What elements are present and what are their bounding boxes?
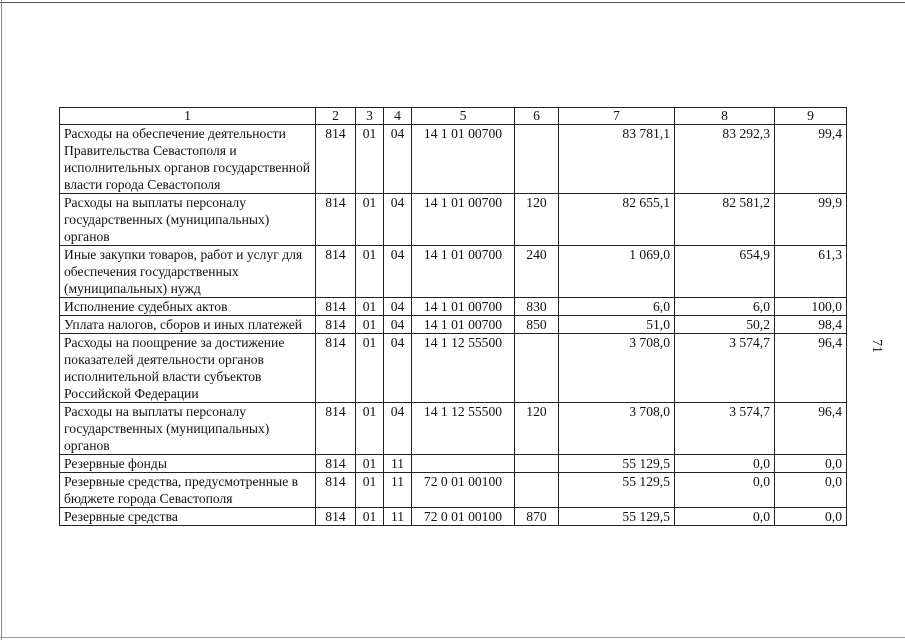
target-article-code: 72 0 01 00100 <box>412 473 515 508</box>
expense-type-code: 120 <box>515 194 559 246</box>
execution-percent: 61,3 <box>775 246 847 298</box>
section-code: 01 <box>356 316 384 334</box>
execution-percent: 99,9 <box>775 194 847 246</box>
ministry-code: 814 <box>316 194 356 246</box>
page-edge-left <box>1 0 2 640</box>
expense-name: Резервные средства, предусмотренные в бюджете города Севастополя <box>60 473 316 508</box>
planned-amount: 6,0 <box>559 298 675 316</box>
expense-name: Расходы на обеспечение деятельности Правительства Севастополя и исполнительных органов государственной власти города Севастополя <box>60 125 316 194</box>
expense-type-code: 240 <box>515 246 559 298</box>
execution-percent: 0,0 <box>775 473 847 508</box>
actual-amount: 0,0 <box>675 473 775 508</box>
actual-amount: 83 292,3 <box>675 125 775 194</box>
table-row <box>60 194 847 246</box>
page-number: 71 <box>869 339 884 353</box>
expense-name: Иные закупки товаров, работ и услуг для обеспечения государственных (муниципальных) нужд <box>60 246 316 298</box>
expense-name: Расходы на поощрение за достижение показателей деятельности органов исполнительной власти субъектов Российской Федерации <box>60 334 316 403</box>
expense-name: Расходы на выплаты персоналу государственных (муниципальных) органов <box>60 403 316 455</box>
section-code: 01 <box>356 403 384 455</box>
section-code: 01 <box>356 334 384 403</box>
section-code: 01 <box>356 246 384 298</box>
planned-amount: 55 129,5 <box>559 455 675 473</box>
column-header: 7 <box>559 108 675 125</box>
ministry-code: 814 <box>316 473 356 508</box>
expense-type-code: 120 <box>515 403 559 455</box>
header-row <box>60 108 847 125</box>
actual-amount: 0,0 <box>675 455 775 473</box>
ministry-code: 814 <box>316 508 356 526</box>
subsection-code: 11 <box>384 508 412 526</box>
table-row <box>60 125 847 194</box>
table-row <box>60 298 847 316</box>
actual-amount: 82 581,2 <box>675 194 775 246</box>
actual-amount: 654,9 <box>675 246 775 298</box>
table-row <box>60 246 847 298</box>
target-article-code: 14 1 01 00700 <box>412 194 515 246</box>
target-article-code: 14 1 01 00700 <box>412 125 515 194</box>
table-row <box>60 455 847 473</box>
execution-percent: 0,0 <box>775 455 847 473</box>
execution-percent: 96,4 <box>775 334 847 403</box>
ministry-code: 814 <box>316 246 356 298</box>
expense-type-code <box>515 125 559 194</box>
page-edge-bottom <box>0 637 905 638</box>
table-row <box>60 403 847 455</box>
section-code: 01 <box>356 508 384 526</box>
expense-type-code <box>515 334 559 403</box>
planned-amount: 3 708,0 <box>559 334 675 403</box>
column-header: 5 <box>412 108 515 125</box>
execution-percent: 100,0 <box>775 298 847 316</box>
planned-amount: 82 655,1 <box>559 194 675 246</box>
planned-amount: 51,0 <box>559 316 675 334</box>
target-article-code: 14 1 12 55500 <box>412 334 515 403</box>
ministry-code: 814 <box>316 316 356 334</box>
expense-name: Резервные фонды <box>60 455 316 473</box>
subsection-code: 04 <box>384 316 412 334</box>
planned-amount: 1 069,0 <box>559 246 675 298</box>
execution-percent: 96,4 <box>775 403 847 455</box>
subsection-code: 04 <box>384 194 412 246</box>
subsection-code: 04 <box>384 298 412 316</box>
actual-amount: 6,0 <box>675 298 775 316</box>
ministry-code: 814 <box>316 298 356 316</box>
target-article-code: 14 1 01 00700 <box>412 298 515 316</box>
section-code: 01 <box>356 473 384 508</box>
column-header: 4 <box>384 108 412 125</box>
ministry-code: 814 <box>316 403 356 455</box>
expense-name: Расходы на выплаты персоналу государственных (муниципальных) органов <box>60 194 316 246</box>
subsection-code: 04 <box>384 334 412 403</box>
ministry-code: 814 <box>316 455 356 473</box>
actual-amount: 3 574,7 <box>675 334 775 403</box>
target-article-code <box>412 455 515 473</box>
subsection-code: 11 <box>384 455 412 473</box>
table-row <box>60 334 847 403</box>
section-code: 01 <box>356 298 384 316</box>
expense-type-code <box>515 473 559 508</box>
planned-amount: 55 129,5 <box>559 473 675 508</box>
table-row <box>60 473 847 508</box>
column-header: 2 <box>316 108 356 125</box>
column-header: 6 <box>515 108 559 125</box>
target-article-code: 14 1 01 00700 <box>412 246 515 298</box>
column-header: 9 <box>775 108 847 125</box>
actual-amount: 50,2 <box>675 316 775 334</box>
table-row <box>60 316 847 334</box>
execution-percent: 99,4 <box>775 125 847 194</box>
page-edge-top <box>0 2 905 3</box>
budget-table <box>59 107 847 526</box>
expense-name: Уплата налогов, сборов и иных платежей <box>60 316 316 334</box>
table-row <box>60 508 847 526</box>
column-header: 1 <box>60 108 316 125</box>
section-code: 01 <box>356 455 384 473</box>
expense-type-code: 850 <box>515 316 559 334</box>
target-article-code: 14 1 12 55500 <box>412 403 515 455</box>
ministry-code: 814 <box>316 334 356 403</box>
section-code: 01 <box>356 125 384 194</box>
ministry-code: 814 <box>316 125 356 194</box>
subsection-code: 04 <box>384 403 412 455</box>
column-header: 8 <box>675 108 775 125</box>
subsection-code: 04 <box>384 246 412 298</box>
section-code: 01 <box>356 194 384 246</box>
expense-type-code: 830 <box>515 298 559 316</box>
execution-percent: 98,4 <box>775 316 847 334</box>
expense-type-code <box>515 455 559 473</box>
subsection-code: 04 <box>384 125 412 194</box>
column-header: 3 <box>356 108 384 125</box>
planned-amount: 3 708,0 <box>559 403 675 455</box>
subsection-code: 11 <box>384 473 412 508</box>
target-article-code: 72 0 01 00100 <box>412 508 515 526</box>
expense-name: Исполнение судебных актов <box>60 298 316 316</box>
expense-type-code: 870 <box>515 508 559 526</box>
planned-amount: 55 129,5 <box>559 508 675 526</box>
execution-percent: 0,0 <box>775 508 847 526</box>
planned-amount: 83 781,1 <box>559 125 675 194</box>
actual-amount: 0,0 <box>675 508 775 526</box>
target-article-code: 14 1 01 00700 <box>412 316 515 334</box>
expense-name: Резервные средства <box>60 508 316 526</box>
actual-amount: 3 574,7 <box>675 403 775 455</box>
